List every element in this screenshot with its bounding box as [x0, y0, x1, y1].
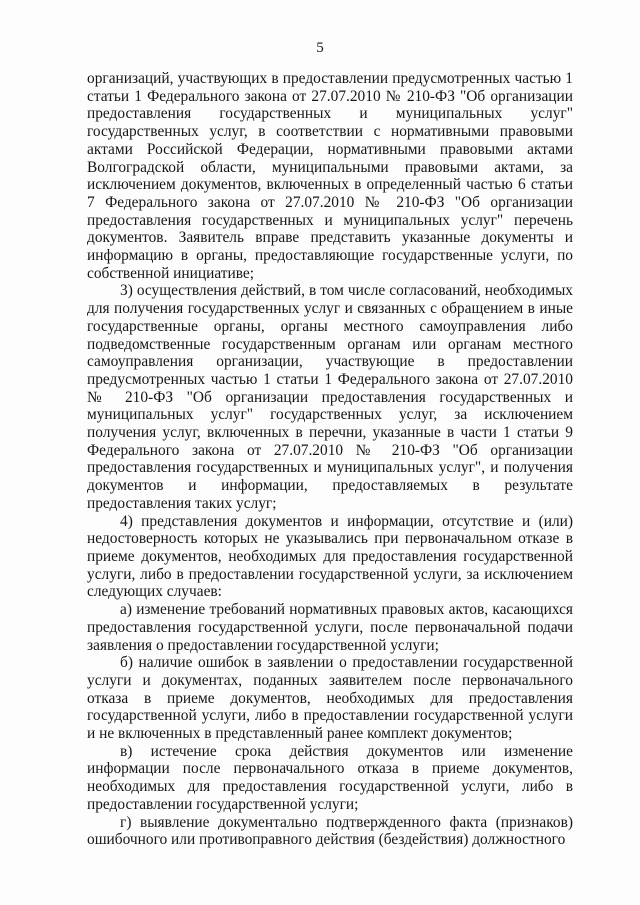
page-number: 5 [316, 40, 324, 56]
document-body [87, 70, 573, 849]
paragraph-item-3: 3) осуществления действий, в том числе согласований, необходимых для получения государственных услуг и связанных с обращением в иные государственные органы, органы местного самоуправления либо подведомственные государственным органам или органам местного самоуправления организации, участвующие в предоставлении предусмотренных частью 1 статьи 1 Федерального закона от 27.07.2010 № 210-ФЗ "Об организации предоставления государственных и муниципальных услуг" государственных услуг, за исключением получения услуг, включенных в перечни, указанные в части 1 статьи 9 Федерального закона от 27.07.2010 № 210-ФЗ "Об организации предоставления государственных и муниципальных услуг", и получения документов и информации, предоставляемых в результате предоставления таких услуг; [87, 282, 573, 512]
paragraph-continuation: организаций, участвующих в предоставлении предусмотренных частью 1 статьи 1 Федерального закона от 27.07.2010 № 210-ФЗ "Об организации предоставления государственных и муниципальных услуг" государственных услуг, в соответствии с нормативными правовыми актами Российской Федерации, нормативными правовыми актами Волгоградской области, муниципальными правовыми актами, за исключением документов, включенных в определенный частью 6 статьи 7 Федерального закона от 27.07.2010 № 210-ФЗ "Об организации предоставления государственных и муниципальных услуг" перечень документов. Заявитель вправе представить указанные документы и информацию в органы, предоставляющие государственные услуги, по собственной инициативе; [87, 70, 573, 282]
paragraph-subitem-g: г) выявление документально подтвержденного факта (признаков) ошибочного или противоправного действия (бездействия) должностного [87, 813, 573, 849]
paragraph-subitem-v: в) истечение срока действия документов или изменение информации после первоначального отказа в приеме документов, необходимых для предоставления государственной услуги, либо в предоставлении государственной услуги; [87, 742, 573, 813]
paragraph-subitem-b: б) наличие ошибок в заявлении о предоставлении государственной услуги и документах, поданных заявителем после первоначального отказа в приеме документов, необходимых для предоставления государственной услуги, либо в предоставлении государственной услуги и не включенных в представленный ранее комплект документов; [87, 654, 573, 743]
paragraph-subitem-a: а) изменение требований нормативных правовых актов, касающихся предоставления государственной услуги, после первоначальной подачи заявления о предоставлении государственной услуги; [87, 601, 573, 654]
paragraph-item-4: 4) представления документов и информации, отсутствие и (или) недостоверность которых не указывались при первоначальном отказе в приеме документов, необходимых для предоставления государственной услуги, либо в предоставлении государственной услуги, за исключением следующих случаев: [87, 512, 573, 601]
